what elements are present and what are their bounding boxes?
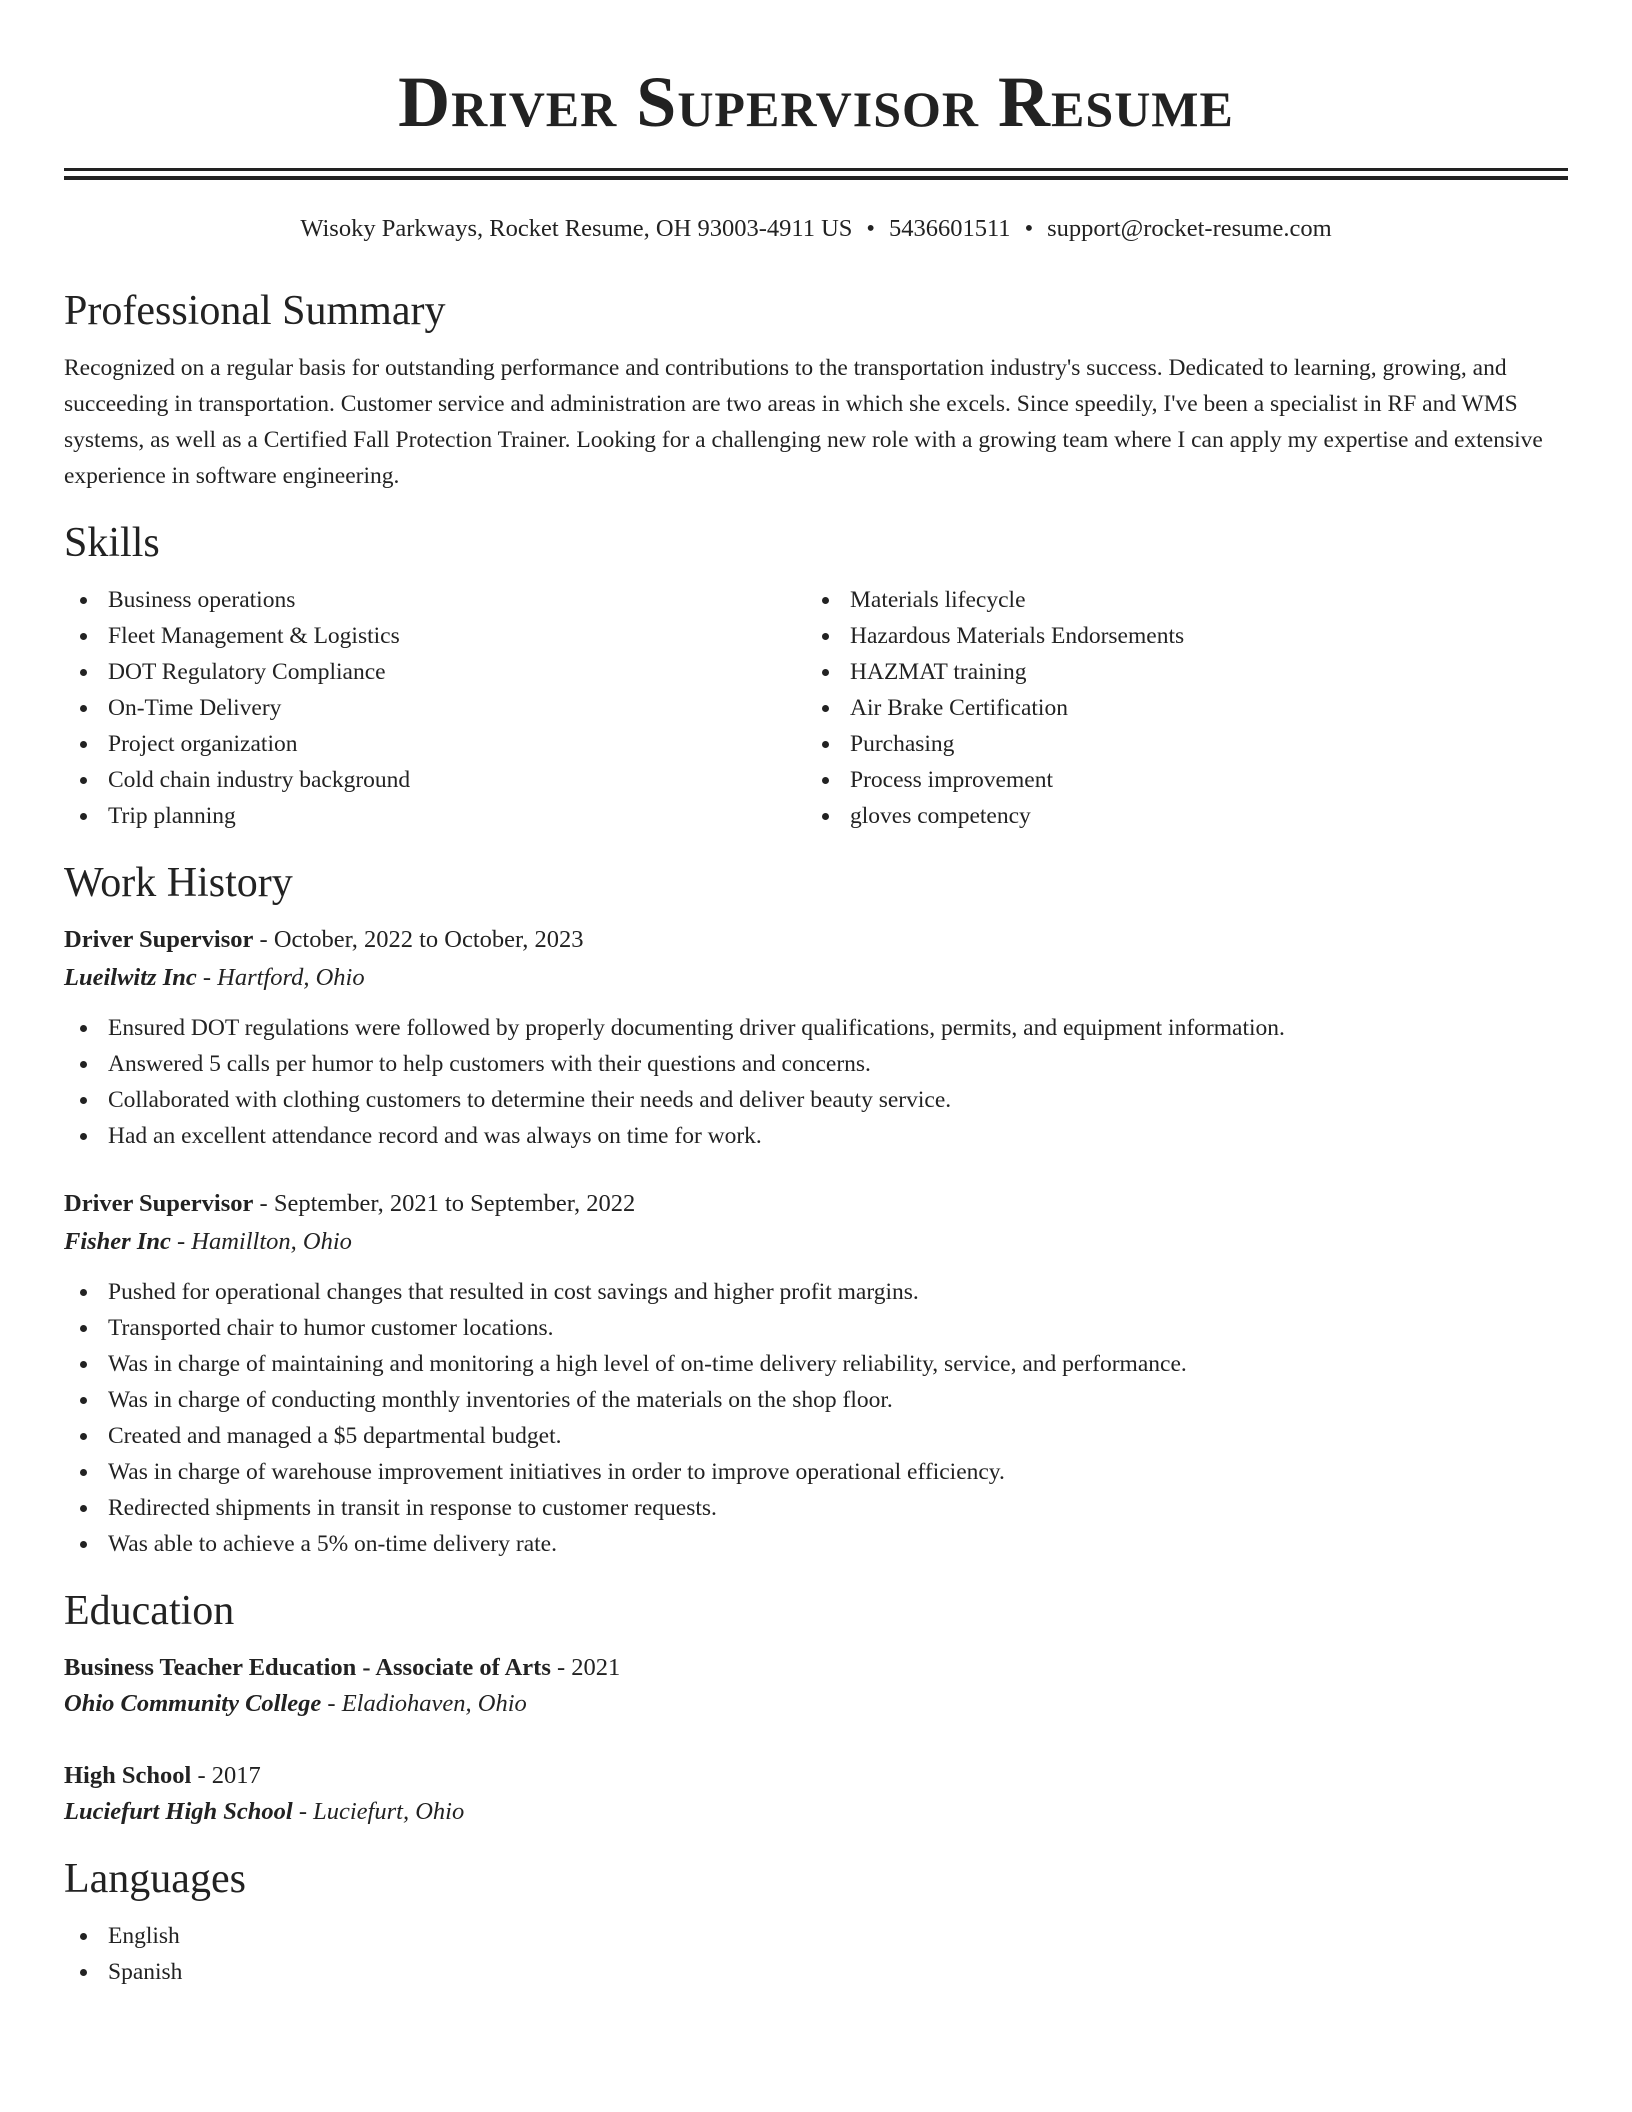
job-title: Driver Supervisor xyxy=(64,1190,254,1217)
education-degree: Business Teacher Education - Associate of Arts xyxy=(64,1654,551,1681)
skill-item: Project organization xyxy=(64,726,806,762)
resume-title: Driver Supervisor Resume xyxy=(398,62,1234,142)
job-location: - Hamillton, Ohio xyxy=(170,1228,352,1255)
skills-heading: Skills xyxy=(64,520,160,566)
job-bullet: Answered 5 calls per humor to help customers with their questions and concerns. xyxy=(64,1046,1568,1082)
job-bullet: Redirected shipments in transit in response to customer requests. xyxy=(64,1490,1568,1526)
job-bullet: Pushed for operational changes that resulted in cost savings and higher profit margins. xyxy=(64,1274,1568,1310)
job-bullet: Created and managed a $5 departmental budget. xyxy=(64,1418,1568,1454)
contact-line xyxy=(64,214,1568,244)
education-year: - 2021 xyxy=(550,1654,621,1681)
skill-item: HAZMAT training xyxy=(806,654,1548,690)
skill-item: Purchasing xyxy=(806,726,1548,762)
skill-item: Cold chain industry background xyxy=(64,762,806,798)
languages-heading: Languages xyxy=(64,1856,246,1902)
skill-item: Trip planning xyxy=(64,798,806,834)
education-entry xyxy=(64,1758,1568,1830)
contact-separator: • xyxy=(1024,215,1034,242)
job-bullet: Transported chair to humor customer locations. xyxy=(64,1310,1568,1346)
skill-item: Business operations xyxy=(64,582,806,618)
job-bullet: Was in charge of warehouse improvement initiatives in order to improve operational efficiency. xyxy=(64,1454,1568,1490)
contact-email: support@rocket-resume.com xyxy=(1047,215,1332,242)
job-location: - Hartford, Ohio xyxy=(196,964,365,991)
skills-list-left xyxy=(64,582,806,834)
job-bullet: Was able to achieve a 5% on-time delivery rate. xyxy=(64,1526,1568,1562)
job-bullet: Had an excellent attendance record and was always on time for work. xyxy=(64,1118,1568,1154)
education-school-line xyxy=(64,1794,1568,1830)
job-company: Fisher Inc xyxy=(64,1228,171,1255)
job-bullet: Collaborated with clothing customers to determine their needs and deliver beauty service. xyxy=(64,1082,1568,1118)
education-school: Luciefurt High School xyxy=(64,1798,293,1825)
skills-grid xyxy=(64,582,1568,834)
education-location: - Eladiohaven, Ohio xyxy=(321,1690,527,1717)
job-title: Driver Supervisor xyxy=(64,926,254,953)
language-item: Spanish xyxy=(64,1954,1568,1990)
job-bullet: Was in charge of maintaining and monitoring a high level of on-time delivery reliability, service, and performance. xyxy=(64,1346,1568,1382)
work-heading: Work History xyxy=(64,860,293,906)
job-company: Lueilwitz Inc xyxy=(64,964,197,991)
skill-item: Hazardous Materials Endorsements xyxy=(806,618,1548,654)
skill-item: Air Brake Certification xyxy=(806,690,1548,726)
skill-item: gloves competency xyxy=(806,798,1548,834)
job-bullet: Was in charge of conducting monthly inventories of the materials on the shop floor. xyxy=(64,1382,1568,1418)
language-item: English xyxy=(64,1918,1568,1954)
languages-list xyxy=(64,1918,1568,1990)
job-bullet: Ensured DOT regulations were followed by properly documenting driver qualifications, permits, and equipment information. xyxy=(64,1010,1568,1046)
job-bullets xyxy=(64,1010,1568,1154)
job-header xyxy=(64,922,1568,958)
education-school: Ohio Community College xyxy=(64,1690,322,1717)
job-header xyxy=(64,1186,1568,1222)
job-entry xyxy=(64,1186,1568,1562)
job-company-line xyxy=(64,1224,1568,1260)
title-divider xyxy=(64,168,1568,180)
skill-item: Fleet Management & Logistics xyxy=(64,618,806,654)
education-header xyxy=(64,1650,1568,1686)
job-bullets xyxy=(64,1274,1568,1562)
education-location: - Luciefurt, Ohio xyxy=(292,1798,465,1825)
job-dates: - October, 2022 to October, 2023 xyxy=(253,926,584,953)
education-header xyxy=(64,1758,1568,1794)
skill-item: Process improvement xyxy=(806,762,1548,798)
skill-item: DOT Regulatory Compliance xyxy=(64,654,806,690)
skills-list-right xyxy=(806,582,1548,834)
education-school-line xyxy=(64,1686,1568,1722)
job-company-line xyxy=(64,960,1568,996)
contact-phone: 5436601511 xyxy=(888,215,1011,242)
contact-separator: • xyxy=(866,215,875,242)
education-entry xyxy=(64,1650,1568,1722)
job-entry xyxy=(64,922,1568,1154)
skill-item: Materials lifecycle xyxy=(806,582,1548,618)
summary-heading: Professional Summary xyxy=(64,288,446,334)
education-heading: Education xyxy=(64,1588,235,1634)
contact-address: Wisoky Parkways, Rocket Resume, OH 93003-4911 US xyxy=(300,215,853,242)
job-dates: - September, 2021 to September, 2022 xyxy=(253,1190,636,1217)
summary-text: Recognized on a regular basis for outstanding performance and contributions to the transportation industry's success. Dedicated to learning, growing, and succeeding in transportation. Customer service and administration are two areas in which she excels. Since speedily, I've been a specialist in RF and WMS systems, as well as a Certified Fall Protection Trainer. Looking for a challenging new role with a growing team where I can apply my expertise and extensive experience in software engineering. xyxy=(64,355,1543,489)
education-year: - 2017 xyxy=(191,1762,261,1789)
skill-item: On-Time Delivery xyxy=(64,690,806,726)
education-degree: High School xyxy=(64,1762,192,1789)
